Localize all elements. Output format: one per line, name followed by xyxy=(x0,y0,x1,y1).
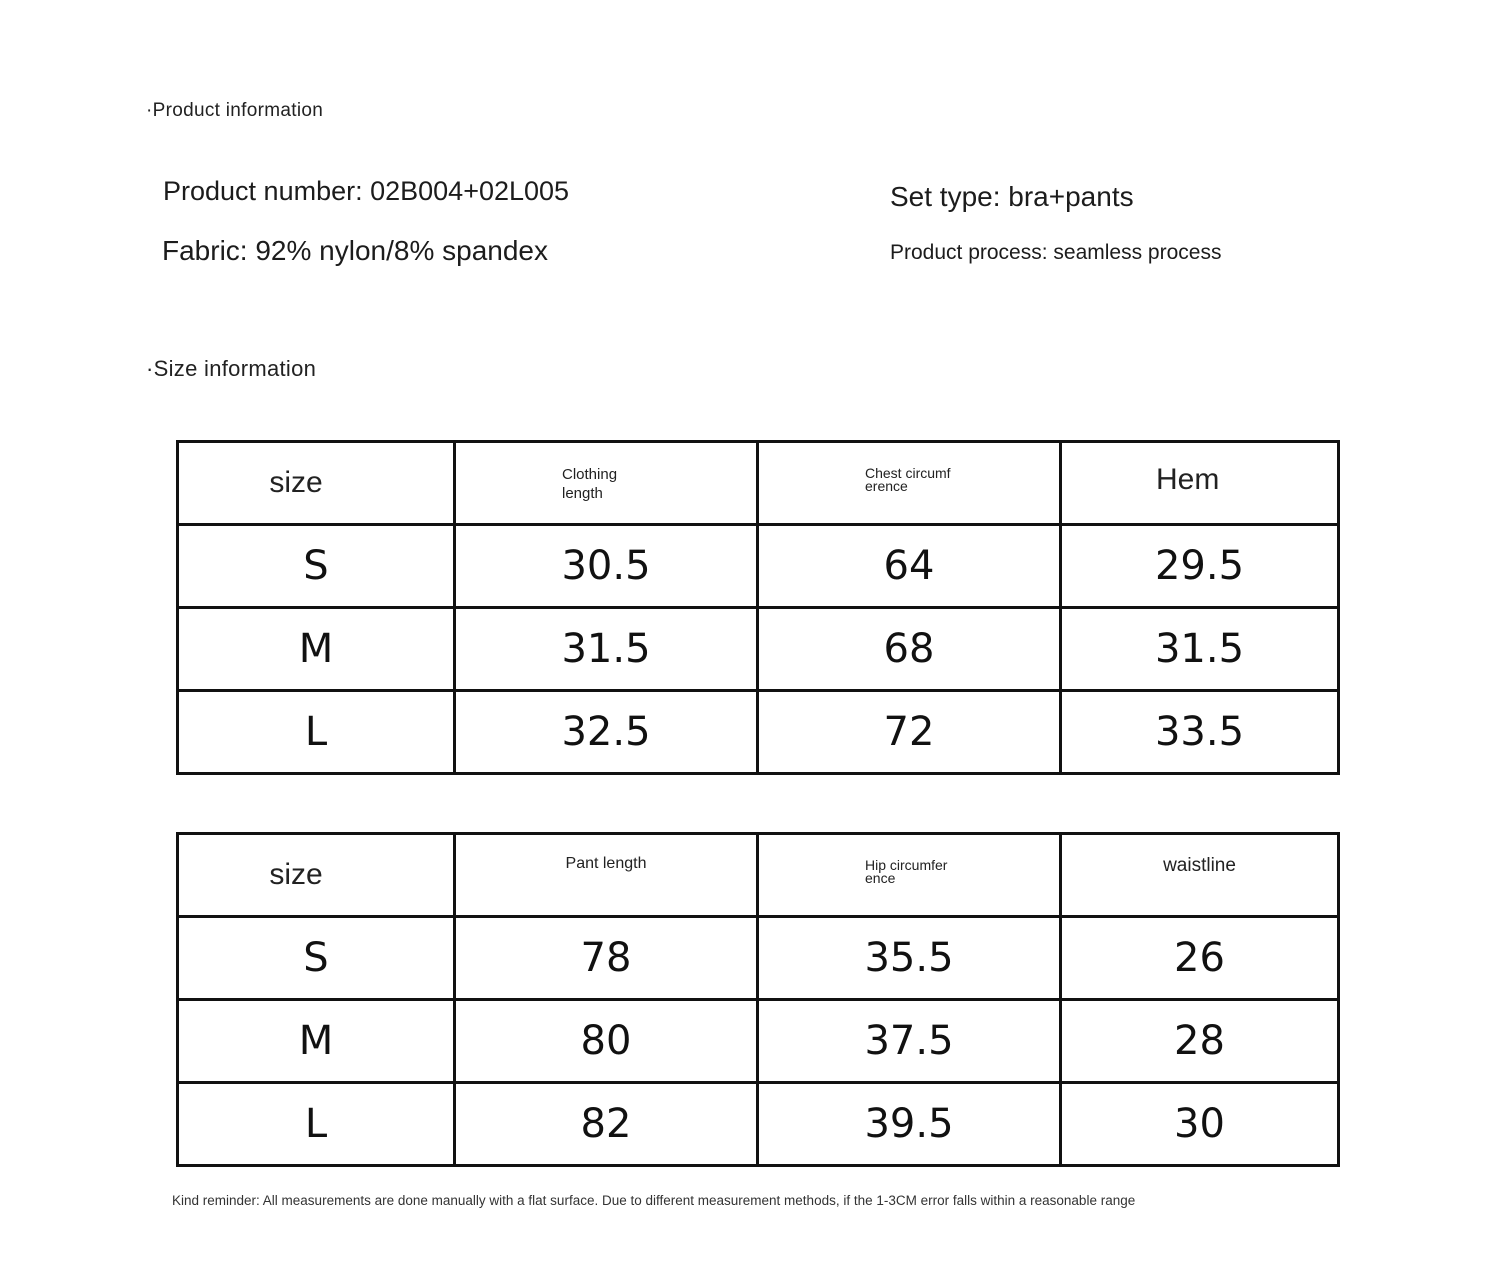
product-number: Product number: 02B004+02L005 xyxy=(163,176,570,206)
value-cell xyxy=(455,525,758,608)
size-cell xyxy=(178,691,455,774)
table-header-row xyxy=(178,834,1339,917)
size-column-header: size xyxy=(269,466,323,499)
value-cell xyxy=(758,1083,1061,1166)
value-cell xyxy=(758,917,1061,1000)
clothing-length-value: 32.5 xyxy=(561,709,651,755)
size-value: M xyxy=(298,1018,334,1064)
size-cell xyxy=(178,1000,455,1083)
set-type: Set type: bra+pants xyxy=(890,181,1134,212)
value-cell xyxy=(758,691,1061,774)
chest-value: 68 xyxy=(883,626,935,672)
value-cell xyxy=(1061,1083,1339,1166)
chest-value: 72 xyxy=(883,709,935,755)
value-cell xyxy=(1061,917,1339,1000)
hem-header: Hem xyxy=(1156,463,1220,496)
value-cell xyxy=(1061,1000,1339,1083)
measurement-reminder: Kind reminder: All measurements are done manually with a flat surface. Due to different measurement methods, if the 1-3CM error falls within a reasonable range xyxy=(172,1193,1136,1208)
header-cell xyxy=(178,442,455,525)
size-information-heading: ·Size information xyxy=(146,356,317,381)
value-cell xyxy=(455,917,758,1000)
value-cell xyxy=(758,608,1061,691)
table-header-row xyxy=(178,442,1339,525)
value-cell xyxy=(1061,691,1339,774)
waist-value: 30 xyxy=(1174,1101,1225,1147)
bottom-size-table xyxy=(176,832,1340,1167)
size-cell xyxy=(178,608,455,691)
table-row xyxy=(178,917,1339,1000)
header-cell xyxy=(455,442,758,525)
hip-circumference-header: Hip circumference xyxy=(865,857,948,886)
header-cell xyxy=(455,834,758,917)
header-cell xyxy=(178,834,455,917)
hem-value: 29.5 xyxy=(1154,543,1245,589)
table-row xyxy=(178,1083,1339,1166)
table-row xyxy=(178,608,1339,691)
chest-value: 64 xyxy=(883,543,935,589)
top-size-table xyxy=(176,440,1340,775)
pant-length-value: 82 xyxy=(580,1101,632,1147)
table-row xyxy=(178,1000,1339,1083)
size-value: S xyxy=(303,935,329,981)
header-cell xyxy=(758,834,1061,917)
hem-value: 31.5 xyxy=(1154,626,1245,672)
header-cell xyxy=(1061,834,1339,917)
value-cell xyxy=(455,691,758,774)
value-cell xyxy=(1061,608,1339,691)
value-cell xyxy=(1061,525,1339,608)
value-cell xyxy=(455,1000,758,1083)
size-column-header: size xyxy=(269,858,323,891)
value-cell xyxy=(758,1000,1061,1083)
size-cell xyxy=(178,917,455,1000)
waistline-header: waistline xyxy=(1163,855,1236,876)
waist-value: 28 xyxy=(1174,1018,1225,1064)
table-row xyxy=(178,525,1339,608)
hip-value: 37.5 xyxy=(864,1018,954,1064)
size-value: M xyxy=(298,626,334,672)
value-cell xyxy=(455,608,758,691)
hip-value: 39.5 xyxy=(864,1101,954,1147)
clothing-length-header: Clothing length xyxy=(562,466,618,502)
size-value: S xyxy=(303,543,329,589)
value-cell xyxy=(455,1083,758,1166)
table-row xyxy=(178,691,1339,774)
value-cell xyxy=(758,525,1061,608)
waist-value: 26 xyxy=(1174,935,1225,981)
product-information-heading: ·Product information xyxy=(146,100,324,121)
pant-length-value: 80 xyxy=(580,1018,632,1064)
pant-length-header: Pant length xyxy=(565,855,647,872)
size-cell xyxy=(178,525,455,608)
fabric-composition: Fabric: 92% nylon/8% spandex xyxy=(162,235,548,266)
header-cell xyxy=(1061,442,1339,525)
header-cell xyxy=(758,442,1061,525)
size-value: L xyxy=(304,1101,328,1147)
hem-value: 33.5 xyxy=(1154,709,1245,755)
product-process: Product process: seamless process xyxy=(890,241,1222,264)
hip-value: 35.5 xyxy=(864,935,954,981)
clothing-length-value: 30.5 xyxy=(561,543,651,589)
chest-circumference-header: Chest circumference xyxy=(865,465,951,494)
pant-length-value: 78 xyxy=(580,935,632,981)
size-value: L xyxy=(304,709,328,755)
clothing-length-value: 31.5 xyxy=(561,626,651,672)
size-cell xyxy=(178,1083,455,1166)
